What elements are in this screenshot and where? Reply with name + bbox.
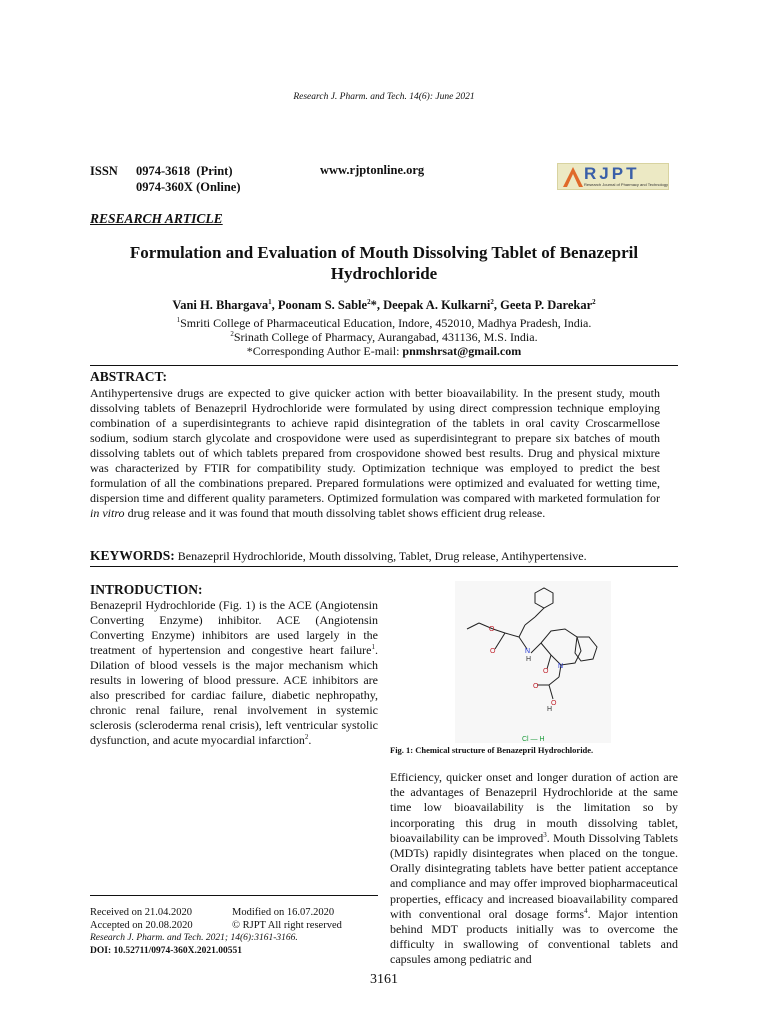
journal-website[interactable]: www.rjptonline.org <box>320 163 425 177</box>
author-4-sup: 2 <box>592 297 596 306</box>
rjpt-logo <box>557 163 669 190</box>
intro-p1-b: . Dilation of blood vessels is the major mechanism which results in lowering of blood pressure. ACE inhibitors are also prescribed for cardiac failure, diabetic nephropathy, chronic renal failure, renal involvement in systemic sclerosis (scleroderma renal crisis), left ventricular systolic dysfunction, and acute myocardial infarction <box>90 643 378 747</box>
chemical-structure-figure <box>455 581 611 743</box>
benazepril-structure-icon <box>455 581 611 743</box>
article-title: Formulation and Evaluation of Mouth Dissolving Tablet of Benazepril Hydrochloride <box>129 243 639 283</box>
hcl-label: Cl — H <box>522 736 545 743</box>
author-4: , Geeta P. Darekar <box>493 298 593 312</box>
keywords <box>90 548 680 564</box>
intro-ref-1: 1 <box>371 643 375 651</box>
o-label-1: O <box>489 626 495 633</box>
affiliation-1-sup: 1 <box>176 316 181 324</box>
o-label-5: O <box>551 700 557 707</box>
author-1: Vani H. Bhargava <box>172 298 269 312</box>
affiliation-2 <box>0 330 768 345</box>
abstract-text-2: drug release and it was found that mouth dissolving tablet shows efficient drug release. <box>124 506 546 520</box>
author-list <box>0 298 768 313</box>
abstract-heading: ABSTRACT: <box>90 369 168 384</box>
affiliation-1 <box>0 316 768 331</box>
o-label-3: O <box>543 668 549 675</box>
o-label-4: O <box>533 683 539 690</box>
introduction-paragraph-2 <box>390 770 678 968</box>
received-date: Received on 21.04.2020 <box>90 907 193 918</box>
modified-date: Modified on 16.07.2020 <box>232 907 335 918</box>
author-2-sup: 2 <box>367 297 371 306</box>
logo-subtitle: Research Journal of Pharmacy and Technology <box>584 182 668 187</box>
author-2: , Poonam S. Sable <box>271 298 368 312</box>
abstract-top-rule <box>90 365 678 366</box>
keywords-label: KEYWORDS: <box>90 548 175 563</box>
logo-text: RJPT <box>584 164 640 183</box>
intro-p2-a: Efficiency, quicker onset and longer duration of action are the advantages of Benazepril Hydrochloride at the same time low bioavailability is the limitation so by incorporating this drug in mouth dissolving tablet, bioavailability can be improved <box>390 770 678 845</box>
intro-p1-a: Benazepril Hydrochloride (Fig. 1) is the ACE (Angiotensin Converting Enzyme) inhibitor. ACE (Angiotensin Converting Enzyme) inhibitors are used largely in the treatment of hypertension and congestive heart failure <box>90 598 378 657</box>
introduction-paragraph-1 <box>90 598 378 748</box>
intro-p1-c: . <box>308 733 312 747</box>
abstract-text <box>90 386 660 521</box>
accepted-date: Accepted on 20.08.2020 <box>90 920 193 931</box>
abstract-italic: in vitro <box>90 506 125 520</box>
affiliation-2-text: Srinath College of Pharmacy, Aurangabad, 431136, M.S. India. <box>233 330 538 344</box>
rights-notice: © RJPT All right reserved <box>232 920 342 931</box>
abstract-text-1: Antihypertensive drugs are expected to give quicker action with better bioavailability. In the present study, mouth dissolving tablets of Benazepril Hydrochloride were formulated by using direct compression technique employing combination of a superdisintegrants to achieve rapid disintegration of the tablets in oral cavity Croscarmellose sodium, sodium starch glycolate and crospovidone were used as superdisintegrant to prepare six batches of mouth dissolving tablets out of which tablets prepared from crospovidone showed best results. Drug and physical mixture was characterized by FTIR for compatibility study. Optimization technique was employed to predict the best formulation of all the combinations prepared. Prepared formulations were optimized and evaluated for wetting time, dispersion time and different quality parameters. Optimized formulation was compared with marketed formulation for <box>90 386 660 505</box>
affiliation-1-text: Smriti College of Pharmaceutical Education, Indore, 452010, Madhya Pradesh, India. <box>180 316 592 330</box>
footnote-rule <box>90 895 378 896</box>
issn-print: 0974-3618 (Print) <box>136 164 233 178</box>
corresponding-email[interactable]: pnmshrsat@gmail.com <box>402 344 522 358</box>
issn-label: ISSN <box>90 164 118 178</box>
author-3-sup: 2 <box>490 297 494 306</box>
issn-block <box>90 163 241 195</box>
issn-online: 0974-360X (Online) <box>136 180 241 194</box>
figure-caption: Fig. 1: Chemical structure of Benazepril Hydrochloride. <box>390 745 594 755</box>
article-type: RESEARCH ARTICLE <box>90 211 223 226</box>
intro-p2-c: . Major intention behind MDT products initially was to overcome the difficulty in swallowing of conventional tablets and capsules among pediatric and <box>390 906 678 967</box>
author-1-sup: 1 <box>268 297 272 306</box>
keywords-text: Benazepril Hydrochloride, Mouth dissolving, Tablet, Drug release, Antihypertensive. <box>174 549 587 563</box>
logo-triangle-icon <box>562 166 584 188</box>
intro-ref-3: 3 <box>543 830 547 839</box>
h-label-2: H <box>547 706 553 713</box>
author-3: *, Deepak A. Kulkarni <box>370 298 491 312</box>
journal-header: Research J. Pharm. and Tech. 14(6): June 2021 <box>293 92 475 102</box>
footnote-block <box>90 906 380 958</box>
intro-ref-4: 4 <box>584 906 588 915</box>
page-number: 3161 <box>370 972 398 987</box>
intro-ref-2: 2 <box>304 733 309 741</box>
o-label-2: O <box>490 648 496 655</box>
h-label-1: H <box>526 656 532 663</box>
corresponding-prefix: *Corresponding Author E-mail: <box>246 344 403 358</box>
intro-p2-b: . Mouth Dissolving Tablets (MDTs) rapidly disintegrates when placed on the tongue. Orally disintegrating tablets have better patient acceptance and compliance and may offer improved biopharmaceutical properties, efficacy and increased bioavailability compared with conventional oral dosage forms <box>390 830 678 921</box>
keywords-bottom-rule <box>90 566 678 567</box>
corresponding-author <box>0 344 768 359</box>
n-label-2: N <box>558 663 564 670</box>
doi[interactable]: DOI: 10.52711/0974-360X.2021.00551 <box>90 946 242 956</box>
n-label-1: N <box>525 648 531 655</box>
introduction-heading: INTRODUCTION: <box>90 582 203 597</box>
affiliation-2-sup: 2 <box>230 330 234 338</box>
citation: Research J. Pharm. and Tech. 2021; 14(6):3161-3166. <box>90 933 298 943</box>
